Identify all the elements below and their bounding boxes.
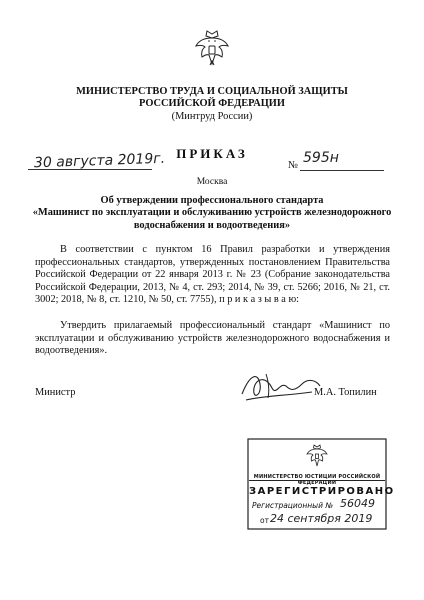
- order-number: 595н: [303, 150, 339, 166]
- ministry-short-name: (Минтруд России): [171, 111, 253, 122]
- number-underline: [300, 170, 384, 171]
- order-number-label: №: [288, 160, 299, 171]
- heading-line2: «Машинист по эксплуатации и обслуживанию устройств железнодорожного: [32, 207, 392, 219]
- order-date: 30 августа 2019г.: [33, 150, 166, 172]
- signatory-name: М.А. Топилин: [314, 387, 377, 398]
- signatory-position: Министр: [35, 387, 76, 398]
- order-title: ПРИКАЗ: [176, 146, 248, 161]
- body-paragraph-1-text: В соответствии с пунктом 16 Правил разработки и утверждения профессиональных стандартов, утвержденных постановлением Правительства Российской Федерации от 22 января 2013 г. № 23 (Собрание законодательства Российской Федерации, 2013, № 4, ст. 293; 2014, № 39, ст. 5266; 2016, № 21, ст. 3002; 2018, № 8, ст. 1210, № 50, ст. 7755), п р и к а з ы в а ю:: [35, 244, 390, 305]
- body-paragraph-1: [35, 244, 390, 307]
- order-heading: [30, 195, 394, 232]
- date-underline: [28, 169, 152, 170]
- ministry-name-line2: РОССИЙСКОЙ ФЕДЕРАЦИИ: [139, 98, 285, 109]
- stamp-divider: [249, 480, 385, 481]
- stamp-ministry-header: МИНИСТЕРСТВО ЮСТИЦИИ РОССИЙСКОЙ ФЕДЕРАЦИИ: [253, 474, 381, 486]
- order-city: Москва: [196, 177, 228, 187]
- stamp-reg-number-label: Регистрационный №: [252, 501, 334, 510]
- signature-icon: [232, 366, 324, 410]
- stamp-reg-number: 56049: [340, 497, 375, 510]
- heading-line1: Об утверждении профессионального стандарта: [100, 195, 324, 206]
- body-paragraph-2: [35, 320, 390, 358]
- ministry-name-line1: МИНИСТЕРСТВО ТРУДА И СОЦИАЛЬНОЙ ЗАЩИТЫ: [76, 86, 348, 97]
- stamp-registered: ЗАРЕГИСТРИРОВАНО: [249, 486, 395, 497]
- body-paragraph-2-text: Утвердить прилагаемый профессиональный стандарт «Машинист по эксплуатации и обслуживанию устройств железнодорожного водоснабжения и водоотведения».: [35, 320, 390, 356]
- heading-line3: водоснабжения и водоотведения»: [133, 219, 291, 231]
- coat-of-arms-icon: [193, 28, 231, 68]
- stamp-date: 24 сентября 2019: [270, 512, 373, 525]
- stamp-date-label: от: [260, 516, 269, 525]
